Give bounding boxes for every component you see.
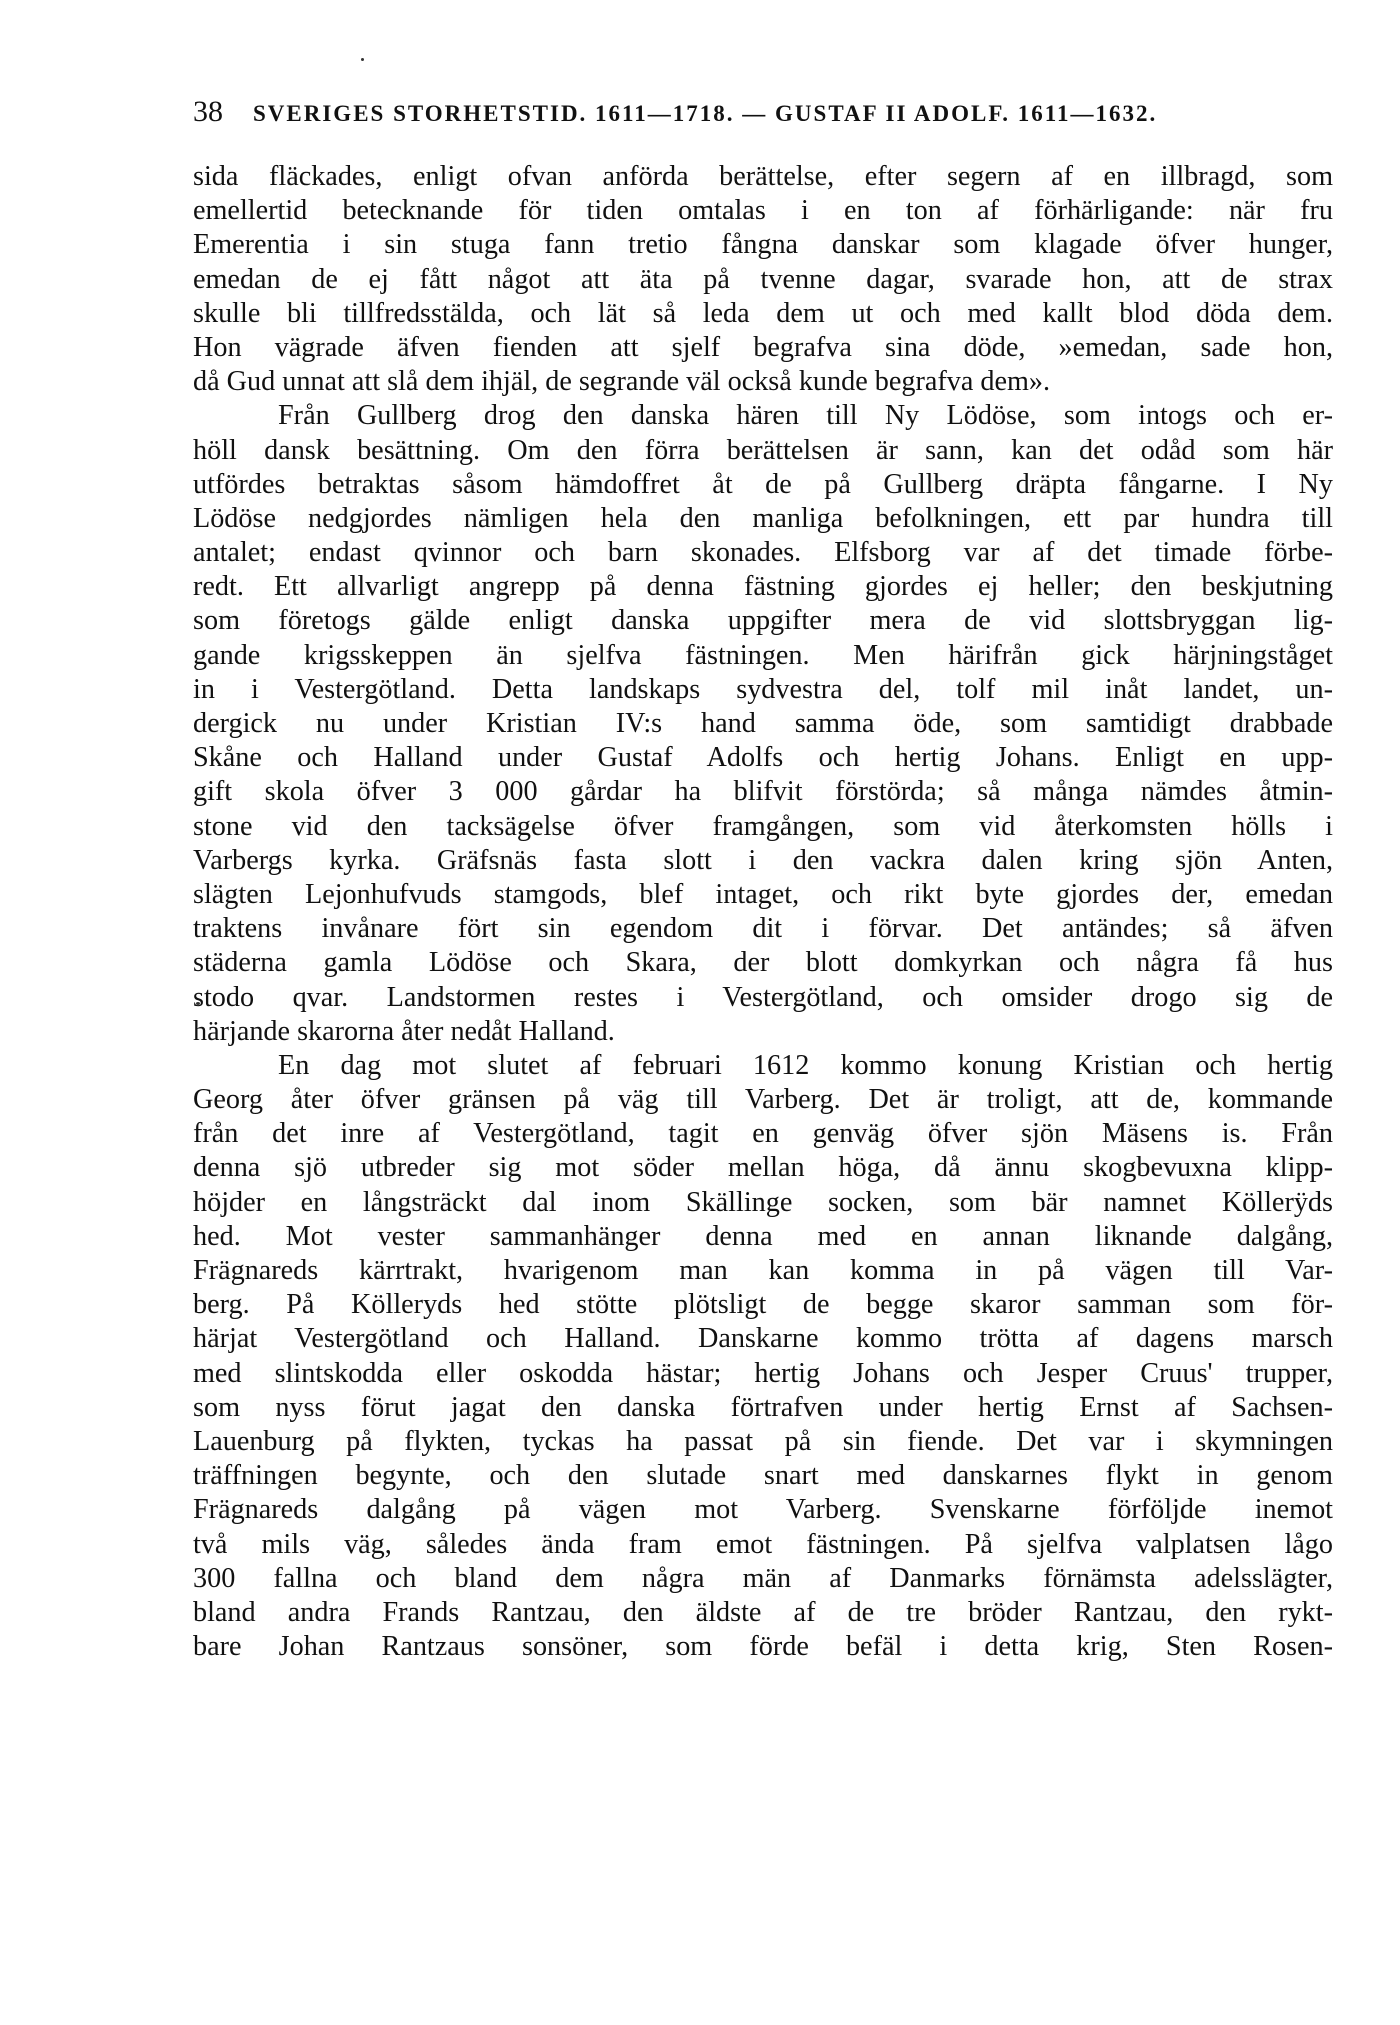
text-line: antalet; endast qvinnor och barn skonades. Elfsborg var af det timade förbe-	[193, 537, 1333, 569]
text-line: Varbergs kyrka. Gräfsnäs fasta slott i den vackra dalen kring sjön Anten,	[193, 844, 1333, 876]
text-line: Emerentia i sin stuga fann tretio fångna danskar som klagade öfver hunger,	[193, 229, 1333, 261]
text-line: sida fläckades, enligt ofvan anförda berättelse, efter segern af en illbragd, som	[193, 161, 1333, 192]
text-line: träffningen begynte, och den slutade snart med danskarnes flykt in genom	[193, 1460, 1333, 1492]
text-line: två mils väg, således ända fram emot fästningen. På sjelfva valplatsen lågo	[193, 1528, 1333, 1560]
text-line: gift skola öfver 3 000 gårdar ha blifvit förstörda; så många nämdes åtmin-	[193, 776, 1333, 808]
text-line: bare Johan Rantzaus sonsöner, som förde befäl i detta krig, Sten Rosen-	[193, 1631, 1333, 1663]
text-line: slägten Lejonhufvuds stamgods, blef intaget, och rikt byte gjordes der, emedan	[193, 878, 1333, 910]
text-line: Frägnareds kärrtrakt, hvarigenom man kan komma in på vägen till Var-	[193, 1255, 1333, 1286]
text-line: härjat Vestergötland och Halland. Danskarne kommo trötta af dagens marsch	[193, 1323, 1333, 1355]
ink-speck	[361, 58, 364, 61]
text-line: som företogs gälde enligt danska uppgifter mera de vid slottsbryggan lig-	[193, 605, 1333, 637]
text-line: berg. På Kölleryds hed stötte plötsligt de begge skaror samman som för-	[193, 1289, 1333, 1321]
text-line: dergick nu under Kristian IV:s hand samma öde, som samtidigt drabbade	[193, 708, 1333, 739]
text-line: som nyss förut jagat den danska förtrafven under hertig Ernst af Sachsen-	[193, 1391, 1333, 1423]
text-line: 300 fallna och bland dem några män af Danmarks förnämsta adelsslägter,	[193, 1562, 1333, 1594]
text-line: redt. Ett allvarligt angrepp på denna fästning gjordes ej heller; den beskjutning	[193, 571, 1333, 603]
text-line: höjder en långsträckt dal inom Skällinge socken, som bär namnet Köllerÿds	[193, 1186, 1333, 1218]
text-line: En dag mot slutet af februari 1612 kommo konung Kristian och hertig	[278, 1049, 1333, 1081]
text-line: Frägnareds dalgång på vägen mot Varberg. Svenskarne förföljde inemot	[193, 1494, 1333, 1526]
text-line: utfördes betraktas såsom hämdoffret åt de på Gullberg dräpta fångarne. I Ny	[193, 468, 1333, 500]
text-line: stone vid den tacksägelse öfver framgången, som vid återkomsten hölls i	[193, 810, 1333, 842]
text-line: traktens invånare fört sin egendom dit i förvar. Det antändes; så äfven	[193, 913, 1333, 945]
text-line: då Gud unnat att slå dem ihjäl, de segrande väl också kunde begrafva dem».	[193, 366, 1051, 398]
text-line: skulle bli tillfredsstälda, och lät så leda dem ut och med kallt blod döda dem.	[193, 297, 1333, 329]
text-line: från det inre af Vestergötland, tagit en genväg öfver sjön Mäsens is. Från	[193, 1118, 1333, 1150]
text-line: Lödöse nedgjordes nämligen hela den manliga befolkningen, ett par hundra till	[193, 502, 1333, 534]
running-header	[193, 95, 1333, 135]
text-line: emedan de ej fått något att äta på tvenne dagar, svarade hon, att de strax	[193, 263, 1333, 295]
text-line: Georg åter öfver gränsen på väg till Varberg. Det är troligt, att de, kommande	[193, 1084, 1333, 1116]
body-text	[193, 160, 1333, 1664]
text-line: stodo qvar. Landstormen restes i Vestergötland, och omsider drogo sig de	[193, 981, 1333, 1013]
text-line: höll dansk besättning. Om den förra berättelsen är sann, kan det odåd som här	[193, 434, 1333, 466]
text-line: med slintskodda eller oskodda hästar; hertig Johans och Jesper Cruus' trupper,	[193, 1357, 1333, 1389]
text-line: emellertid betecknande för tiden omtalas i en ton af förhärligande: när fru	[193, 195, 1333, 227]
text-line: Från Gullberg drog den danska hären till Ny Lödöse, som intogs och er-	[278, 400, 1333, 432]
text-line: härjande skarorna åter nedåt Halland.	[193, 1015, 615, 1047]
text-line: in i Vestergötland. Detta landskaps sydvestra del, tolf mil inåt landet, un-	[193, 673, 1333, 705]
text-line: denna sjö utbreder sig mot söder mellan höga, då ännu skogbevuxna klipp-	[193, 1152, 1333, 1184]
text-line: städerna gamla Lödöse och Skara, der blott domkyrkan och några få hus	[193, 947, 1333, 979]
text-line: bland andra Frands Rantzau, den äldste af de tre bröder Rantzau, den rykt-	[193, 1596, 1333, 1628]
text-line: Lauenburg på flykten, tyckas ha passat på sin fiende. Det var i skymningen	[193, 1425, 1333, 1457]
text-line: gande krigsskeppen än sjelfva fästningen. Men härifrån gick härjningståget	[193, 639, 1333, 671]
text-line: hed. Mot vester sammanhänger denna med en annan liknande dalgång,	[193, 1220, 1333, 1252]
text-line: Skåne och Halland under Gustaf Adolfs och hertig Johans. Enligt en upp-	[193, 742, 1333, 774]
page-number: 38	[193, 95, 223, 128]
running-title: SVERIGES STORHETSTID. 1611—1718. — GUSTAF II ADOLF. 1611—1632.	[253, 101, 1158, 126]
text-line: Hon vägrade äfven fienden att sjelf begrafva sina döde, »emedan, sade hon,	[193, 331, 1333, 363]
